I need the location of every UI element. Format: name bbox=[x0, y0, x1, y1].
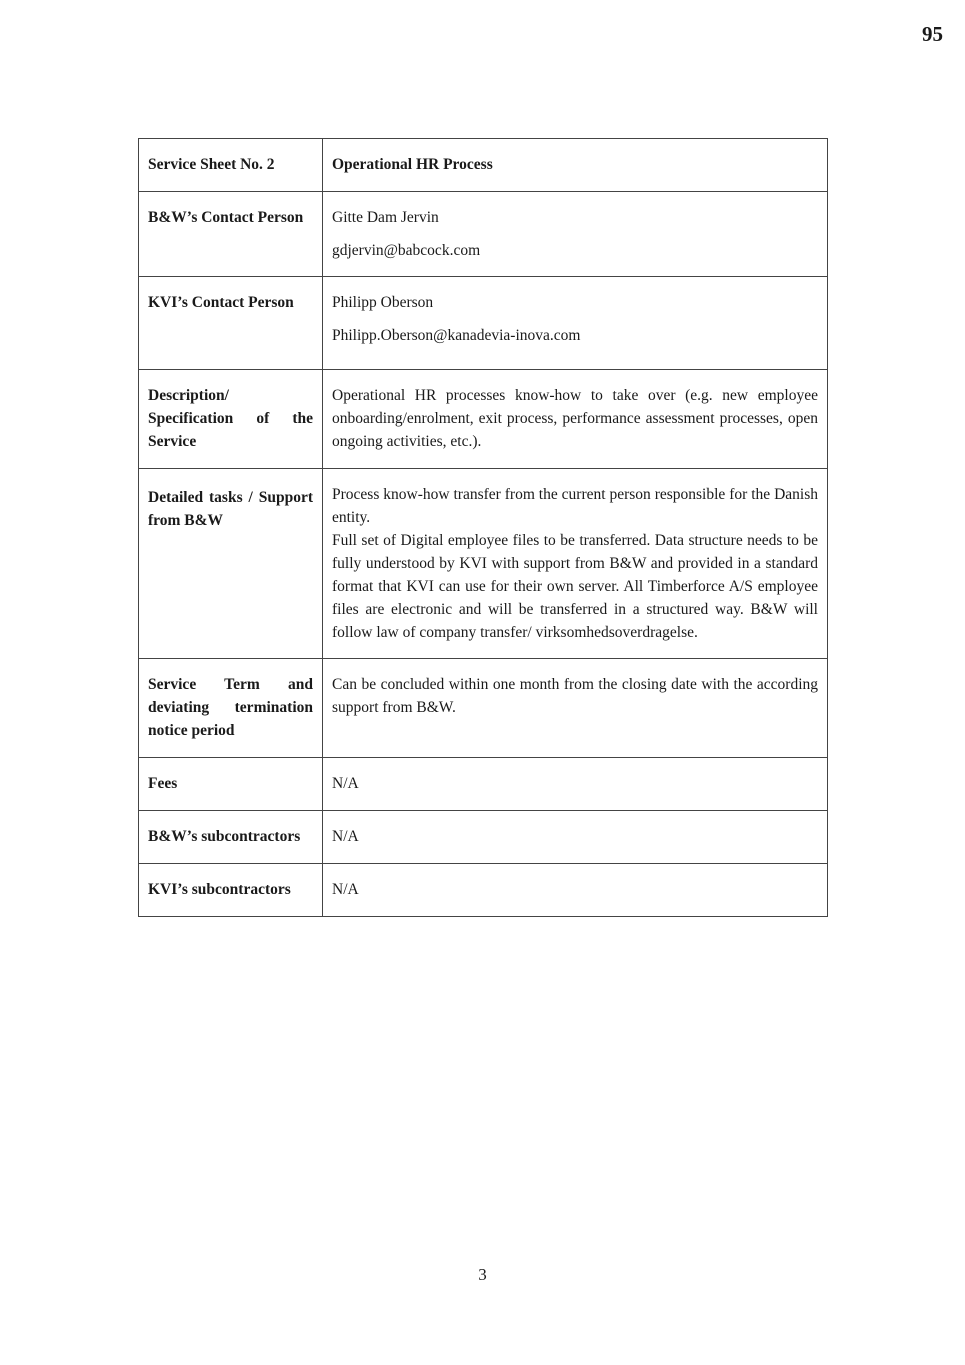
fees-label: Fees bbox=[139, 758, 323, 811]
kvi-contact-label: KVI’s Contact Person bbox=[139, 277, 323, 370]
kvi-subcontractors-label: KVI’s subcontractors bbox=[139, 864, 323, 917]
bw-contact-value bbox=[323, 192, 828, 277]
service-term-value: Can be concluded within one month from the closing date with the according support from B&W. bbox=[323, 659, 828, 758]
table-row-bw-contact bbox=[139, 192, 828, 277]
bw-subcontractors-label: B&W’s subcontractors bbox=[139, 811, 323, 864]
detailed-tasks-value bbox=[323, 469, 828, 659]
table-row-bw-subcontractors bbox=[139, 811, 828, 864]
service-sheet-table bbox=[138, 138, 828, 917]
bw-subcontractors-value: N/A bbox=[323, 811, 828, 864]
table-row-description bbox=[139, 370, 828, 469]
table-row-kvi-contact bbox=[139, 277, 828, 370]
page-number-top: 95 bbox=[922, 22, 943, 46]
bw-contact-email: gdjervin@babcock.com bbox=[332, 242, 481, 259]
description-value: Operational HR processes know-how to take over (e.g. new employee onboarding/enrolment, exit process, performance assessment processes, open ongoing activities, etc.). bbox=[323, 370, 828, 469]
service-sheet-label: Service Sheet No. 2 bbox=[139, 139, 323, 192]
table-row-kvi-subcontractors bbox=[139, 864, 828, 917]
service-term-label: Service Term and deviating termination notice period bbox=[139, 659, 323, 758]
kvi-subcontractors-value: N/A bbox=[323, 864, 828, 917]
detailed-tasks-line-1: Process know-how transfer from the current person responsible for the Danish entity. bbox=[332, 486, 818, 526]
detailed-tasks-label: Detailed tasks / Support from B&W bbox=[139, 469, 323, 659]
kvi-contact-value bbox=[323, 277, 828, 370]
page-number-bottom: 3 bbox=[478, 1265, 487, 1284]
table-row-service-sheet bbox=[139, 139, 828, 192]
table-row-detailed-tasks bbox=[139, 469, 828, 659]
bw-contact-label: B&W’s Contact Person bbox=[139, 192, 323, 277]
fees-value: N/A bbox=[323, 758, 828, 811]
detailed-tasks-line-2: Full set of Digital employee files to be transferred. Data structure needs to be fully understood by KVI with support from B&W and provided in a standard format that KVI can use for their own server. All Timberforce A/S employee files are electronic and will be transferred in a structured way. B&W will follow law of company transfer/ virksomhedsoverdragelse. bbox=[332, 532, 818, 641]
service-sheet-value: Operational HR Process bbox=[323, 139, 828, 192]
bw-contact-name: Gitte Dam Jervin bbox=[332, 209, 439, 226]
description-label: Description/ Specification of the Service bbox=[139, 370, 323, 469]
kvi-contact-email: Philipp.Oberson@kanadevia-inova.com bbox=[332, 327, 581, 344]
table-row-service-term bbox=[139, 659, 828, 758]
table-row-fees bbox=[139, 758, 828, 811]
kvi-contact-name: Philipp Oberson bbox=[332, 294, 434, 311]
